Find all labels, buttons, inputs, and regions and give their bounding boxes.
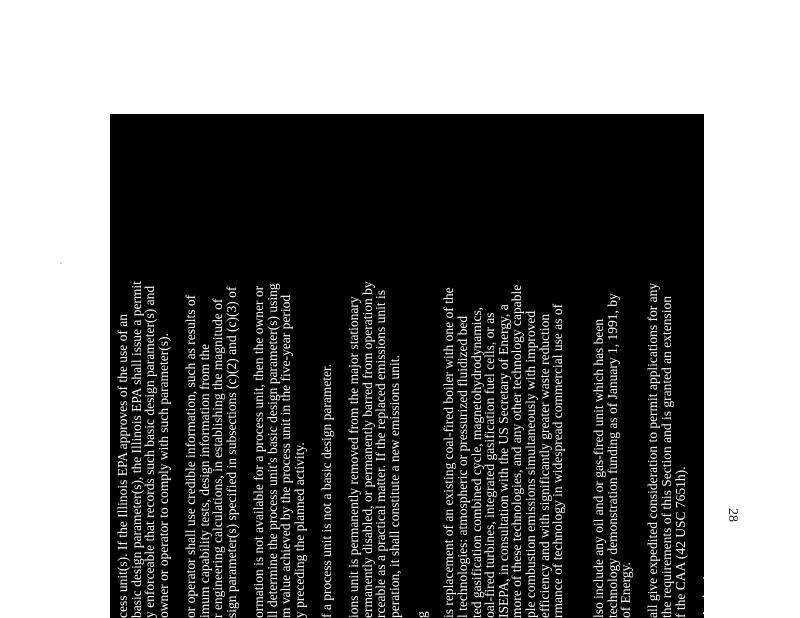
text-line: g (414, 611, 430, 618)
text-line: owner or operator to comply with such parameter(s). (155, 333, 171, 618)
text-line: basic design parameter(s), the Illinois EPA shall issue a permit (128, 281, 144, 618)
text-line: f the CAA (42 USC 7651h). (672, 466, 688, 618)
text-line: rmance of technology in widespread commercial use as of (550, 303, 566, 618)
text-line: y preceding the planned activity. (291, 442, 307, 618)
text-line: or operator shall use credible information, such as results of (183, 294, 198, 618)
page-number: 28 (725, 508, 740, 522)
text-line: the requirements of this Section and is granted an extension (659, 295, 674, 618)
text-line: is replacement of an existing coal-fired boiler with one of the (441, 287, 457, 618)
text-line: more of these technologies, and any other technology capable (509, 284, 525, 618)
text-line: Authority (699, 565, 715, 618)
text-line: all give expedited consideration to permit applications for any (645, 282, 661, 618)
text-line: rceable as a practical matter. If the replaced emissions unit is (373, 290, 389, 618)
text-line: oal-fired turbines, integrated gasification fuel cells, or as (482, 312, 498, 618)
text-line: ormation is not available for a process unit, then the owner or (251, 285, 266, 618)
scan-speck (60, 262, 62, 264)
scanned-text-block (110, 114, 715, 618)
text-line: imum capability tests, design information from the (196, 343, 212, 618)
rotated-text-column (110, 114, 715, 618)
text-line: l technologies: atmospheric or pressurized fluidized bed (455, 315, 470, 618)
text-line: ermanently disabled, or permanently barred from operation by (359, 281, 375, 618)
text-line: ted gasification combined cycle, magnetohydrodynamics, (468, 306, 484, 618)
text-line: lso include any oil and or gas-fired unit which has been (591, 318, 606, 618)
text-line: ions unit is permanently removed from the major stationary (346, 296, 362, 618)
text-line: ple combustion emissions simultaneously with improved (523, 310, 538, 618)
text-line: cess unit(s). If the Illinois EPA approves of the use of an (115, 314, 130, 618)
text-line: ll determine the process unit's basic design parameter(s) using (264, 283, 280, 618)
text-line: technology demonstration funding as of January 1, 1991, by (604, 293, 620, 618)
text-line: of Energy. (618, 562, 634, 618)
text-line: f a process unit is not a basic design parameter. (319, 363, 334, 618)
text-line: y enforceable that records such basic design parameter(s) and (142, 285, 158, 618)
text-line: sign parameter(s) specified in subsections (c)(2) and (c)(3) of (223, 286, 239, 618)
text-line: peration, it shall constitute a new emissions unit. (387, 355, 402, 618)
text-line: efficiency and with significantly greater waste reduction (536, 313, 552, 618)
text-line: m value achieved by the process unit in the five-year period (278, 294, 294, 618)
text-line: r engineering calculations, in establishing the magnitude of (210, 298, 226, 618)
text-line: ISEPA, in consultation with the US Secretary of Energy, a (495, 304, 511, 618)
